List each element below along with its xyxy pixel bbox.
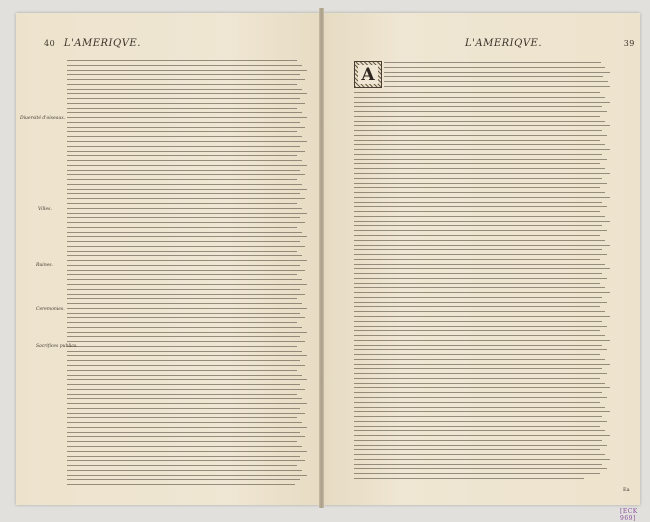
text-line xyxy=(384,76,603,77)
text-line xyxy=(384,62,601,63)
text-line xyxy=(67,336,300,337)
text-line xyxy=(67,165,307,166)
text-line xyxy=(67,232,302,233)
text-line xyxy=(67,394,297,395)
text-line xyxy=(67,184,302,185)
left-page-number: 40 xyxy=(44,39,56,48)
right-page-title: L'AMERIQVE. xyxy=(465,38,543,49)
text-line xyxy=(354,311,605,312)
left-marginal-note-3: Ruines. xyxy=(36,263,54,268)
text-line xyxy=(67,193,300,194)
text-line xyxy=(67,289,300,290)
text-line xyxy=(354,159,607,160)
text-line xyxy=(384,67,605,68)
text-line xyxy=(354,235,600,236)
text-line xyxy=(67,465,297,466)
text-line xyxy=(67,265,300,266)
text-line xyxy=(354,411,610,412)
text-line xyxy=(354,130,602,131)
left-marginal-note-4: Ceremonies. xyxy=(36,307,65,312)
text-line xyxy=(67,222,305,223)
text-line xyxy=(67,131,297,132)
text-line xyxy=(354,330,600,331)
text-line xyxy=(354,283,600,284)
text-line xyxy=(67,317,305,318)
text-line xyxy=(67,98,300,99)
text-line xyxy=(67,127,305,128)
inventory-stamp: [ECK 969] xyxy=(620,508,638,522)
text-line xyxy=(354,478,584,479)
text-line xyxy=(354,97,605,98)
text-line xyxy=(354,106,602,107)
text-line xyxy=(354,173,610,174)
text-line xyxy=(67,365,305,366)
text-line xyxy=(67,422,302,423)
text-line xyxy=(67,308,307,309)
text-line xyxy=(354,306,600,307)
text-line xyxy=(354,183,607,184)
text-line xyxy=(354,178,602,179)
text-line xyxy=(67,65,302,66)
text-line xyxy=(67,475,307,476)
text-line xyxy=(354,359,605,360)
text-line xyxy=(67,136,302,137)
text-line xyxy=(354,264,605,265)
text-line xyxy=(67,241,300,242)
text-line xyxy=(67,451,307,452)
text-line xyxy=(354,187,600,188)
text-line xyxy=(354,240,605,241)
text-line xyxy=(354,340,610,341)
text-line xyxy=(67,341,305,342)
text-line xyxy=(354,445,607,446)
decorated-initial-letter: A xyxy=(358,65,378,84)
text-line xyxy=(67,327,302,328)
text-line xyxy=(67,303,302,304)
text-line xyxy=(67,74,300,75)
text-line xyxy=(354,225,602,226)
text-line xyxy=(67,294,305,295)
text-line xyxy=(354,435,610,436)
text-line xyxy=(354,292,610,293)
text-line xyxy=(354,268,610,269)
text-line xyxy=(67,270,305,271)
text-line xyxy=(67,217,300,218)
text-line xyxy=(67,84,297,85)
text-line xyxy=(67,155,297,156)
text-line xyxy=(67,151,305,152)
text-line xyxy=(354,211,600,212)
text-line xyxy=(67,351,302,352)
text-line xyxy=(67,436,305,437)
text-line xyxy=(67,179,297,180)
right-page-number: 39 xyxy=(623,39,635,48)
text-line xyxy=(354,230,607,231)
text-line xyxy=(354,221,610,222)
decorated-initial xyxy=(354,61,382,88)
text-line xyxy=(354,473,600,474)
text-line xyxy=(67,370,297,371)
text-line xyxy=(354,373,607,374)
text-line xyxy=(354,102,610,103)
text-line xyxy=(67,446,302,447)
text-line xyxy=(67,89,302,90)
text-line xyxy=(67,484,295,485)
text-line xyxy=(67,355,307,356)
text-line xyxy=(67,432,300,433)
text-line xyxy=(354,459,610,460)
book-gutter xyxy=(319,8,324,508)
left-marginal-note-5: Sacrifices publics. xyxy=(36,344,78,349)
text-line xyxy=(354,421,607,422)
text-line xyxy=(67,417,297,418)
text-line xyxy=(67,332,307,333)
text-line xyxy=(354,197,610,198)
text-line xyxy=(67,384,300,385)
text-line xyxy=(67,146,300,147)
left-running-head xyxy=(44,38,141,49)
text-line xyxy=(354,297,602,298)
right-body-text xyxy=(354,92,610,485)
text-line xyxy=(354,135,607,136)
text-line xyxy=(67,413,305,414)
text-line xyxy=(67,403,307,404)
text-line xyxy=(354,387,610,388)
text-line xyxy=(354,440,602,441)
text-line xyxy=(67,122,300,123)
text-line xyxy=(67,470,302,471)
text-line xyxy=(354,140,600,141)
text-line xyxy=(354,206,607,207)
text-line xyxy=(67,427,307,428)
text-line xyxy=(67,274,297,275)
text-line xyxy=(354,402,600,403)
text-line xyxy=(67,251,297,252)
text-line xyxy=(354,259,600,260)
text-line xyxy=(67,189,307,190)
text-line xyxy=(67,174,305,175)
text-line xyxy=(354,397,607,398)
text-line xyxy=(354,449,600,450)
text-line xyxy=(67,208,302,209)
text-line xyxy=(354,254,607,255)
left-marginal-note-1: Diuersité d'oiseaux. xyxy=(20,116,66,121)
text-line xyxy=(67,408,300,409)
text-line xyxy=(354,383,605,384)
text-line xyxy=(354,430,605,431)
text-line xyxy=(354,392,602,393)
text-line xyxy=(67,255,302,256)
text-line xyxy=(354,354,600,355)
text-line xyxy=(354,364,610,365)
text-line xyxy=(354,125,610,126)
left-body-text xyxy=(67,60,307,492)
text-line xyxy=(354,378,600,379)
text-line xyxy=(67,203,297,204)
text-line xyxy=(67,70,307,71)
text-line xyxy=(67,79,305,80)
text-line xyxy=(67,213,307,214)
text-line xyxy=(67,160,302,161)
text-line xyxy=(354,249,602,250)
text-line xyxy=(67,108,297,109)
text-line xyxy=(354,245,610,246)
text-line xyxy=(354,168,605,169)
text-line xyxy=(67,346,297,347)
text-line xyxy=(67,398,302,399)
text-line xyxy=(354,464,602,465)
text-line xyxy=(67,313,300,314)
text-line xyxy=(67,360,300,361)
text-line xyxy=(354,326,607,327)
text-line xyxy=(354,163,600,164)
text-line xyxy=(67,322,297,323)
text-line xyxy=(67,60,297,61)
text-line xyxy=(67,375,302,376)
right-body-text-top xyxy=(384,62,610,92)
text-line xyxy=(67,279,302,280)
text-line xyxy=(354,154,602,155)
text-line xyxy=(384,81,608,82)
text-line xyxy=(354,349,607,350)
text-line xyxy=(67,103,305,104)
text-line xyxy=(67,141,307,142)
text-line xyxy=(354,345,602,346)
text-line xyxy=(354,454,605,455)
text-line xyxy=(67,441,297,442)
text-line xyxy=(354,407,605,408)
text-line xyxy=(354,368,602,369)
text-line xyxy=(67,246,305,247)
text-line xyxy=(67,93,307,94)
left-marginal-note-2: Villes. xyxy=(38,207,52,212)
text-line xyxy=(67,284,307,285)
text-line xyxy=(67,379,307,380)
text-line xyxy=(354,273,602,274)
text-line xyxy=(354,335,605,336)
text-line xyxy=(354,116,600,117)
text-line xyxy=(67,456,300,457)
text-line xyxy=(67,389,305,390)
text-line xyxy=(354,216,605,217)
text-line xyxy=(354,468,607,469)
text-line xyxy=(354,202,602,203)
text-line xyxy=(354,302,607,303)
text-line xyxy=(67,227,297,228)
text-line xyxy=(354,426,600,427)
text-line xyxy=(67,479,300,480)
text-line xyxy=(354,111,607,112)
text-line xyxy=(384,86,610,87)
text-line xyxy=(67,112,302,113)
left-page-title: L'AMERIQVE. xyxy=(63,38,141,49)
text-line xyxy=(67,198,305,199)
catchword: Ea xyxy=(623,487,630,493)
text-line xyxy=(354,416,602,417)
text-line xyxy=(67,236,307,237)
text-line xyxy=(354,192,605,193)
text-line xyxy=(67,298,297,299)
text-line xyxy=(354,144,605,145)
text-line xyxy=(67,117,307,118)
text-line xyxy=(67,170,300,171)
text-line xyxy=(384,72,610,73)
text-line xyxy=(67,460,305,461)
right-running-head xyxy=(465,38,640,49)
text-line xyxy=(354,278,607,279)
text-line xyxy=(354,316,610,317)
text-line xyxy=(354,287,605,288)
text-line xyxy=(354,321,602,322)
text-line xyxy=(67,260,307,261)
text-line xyxy=(354,149,610,150)
text-line xyxy=(354,92,600,93)
text-line xyxy=(354,121,605,122)
